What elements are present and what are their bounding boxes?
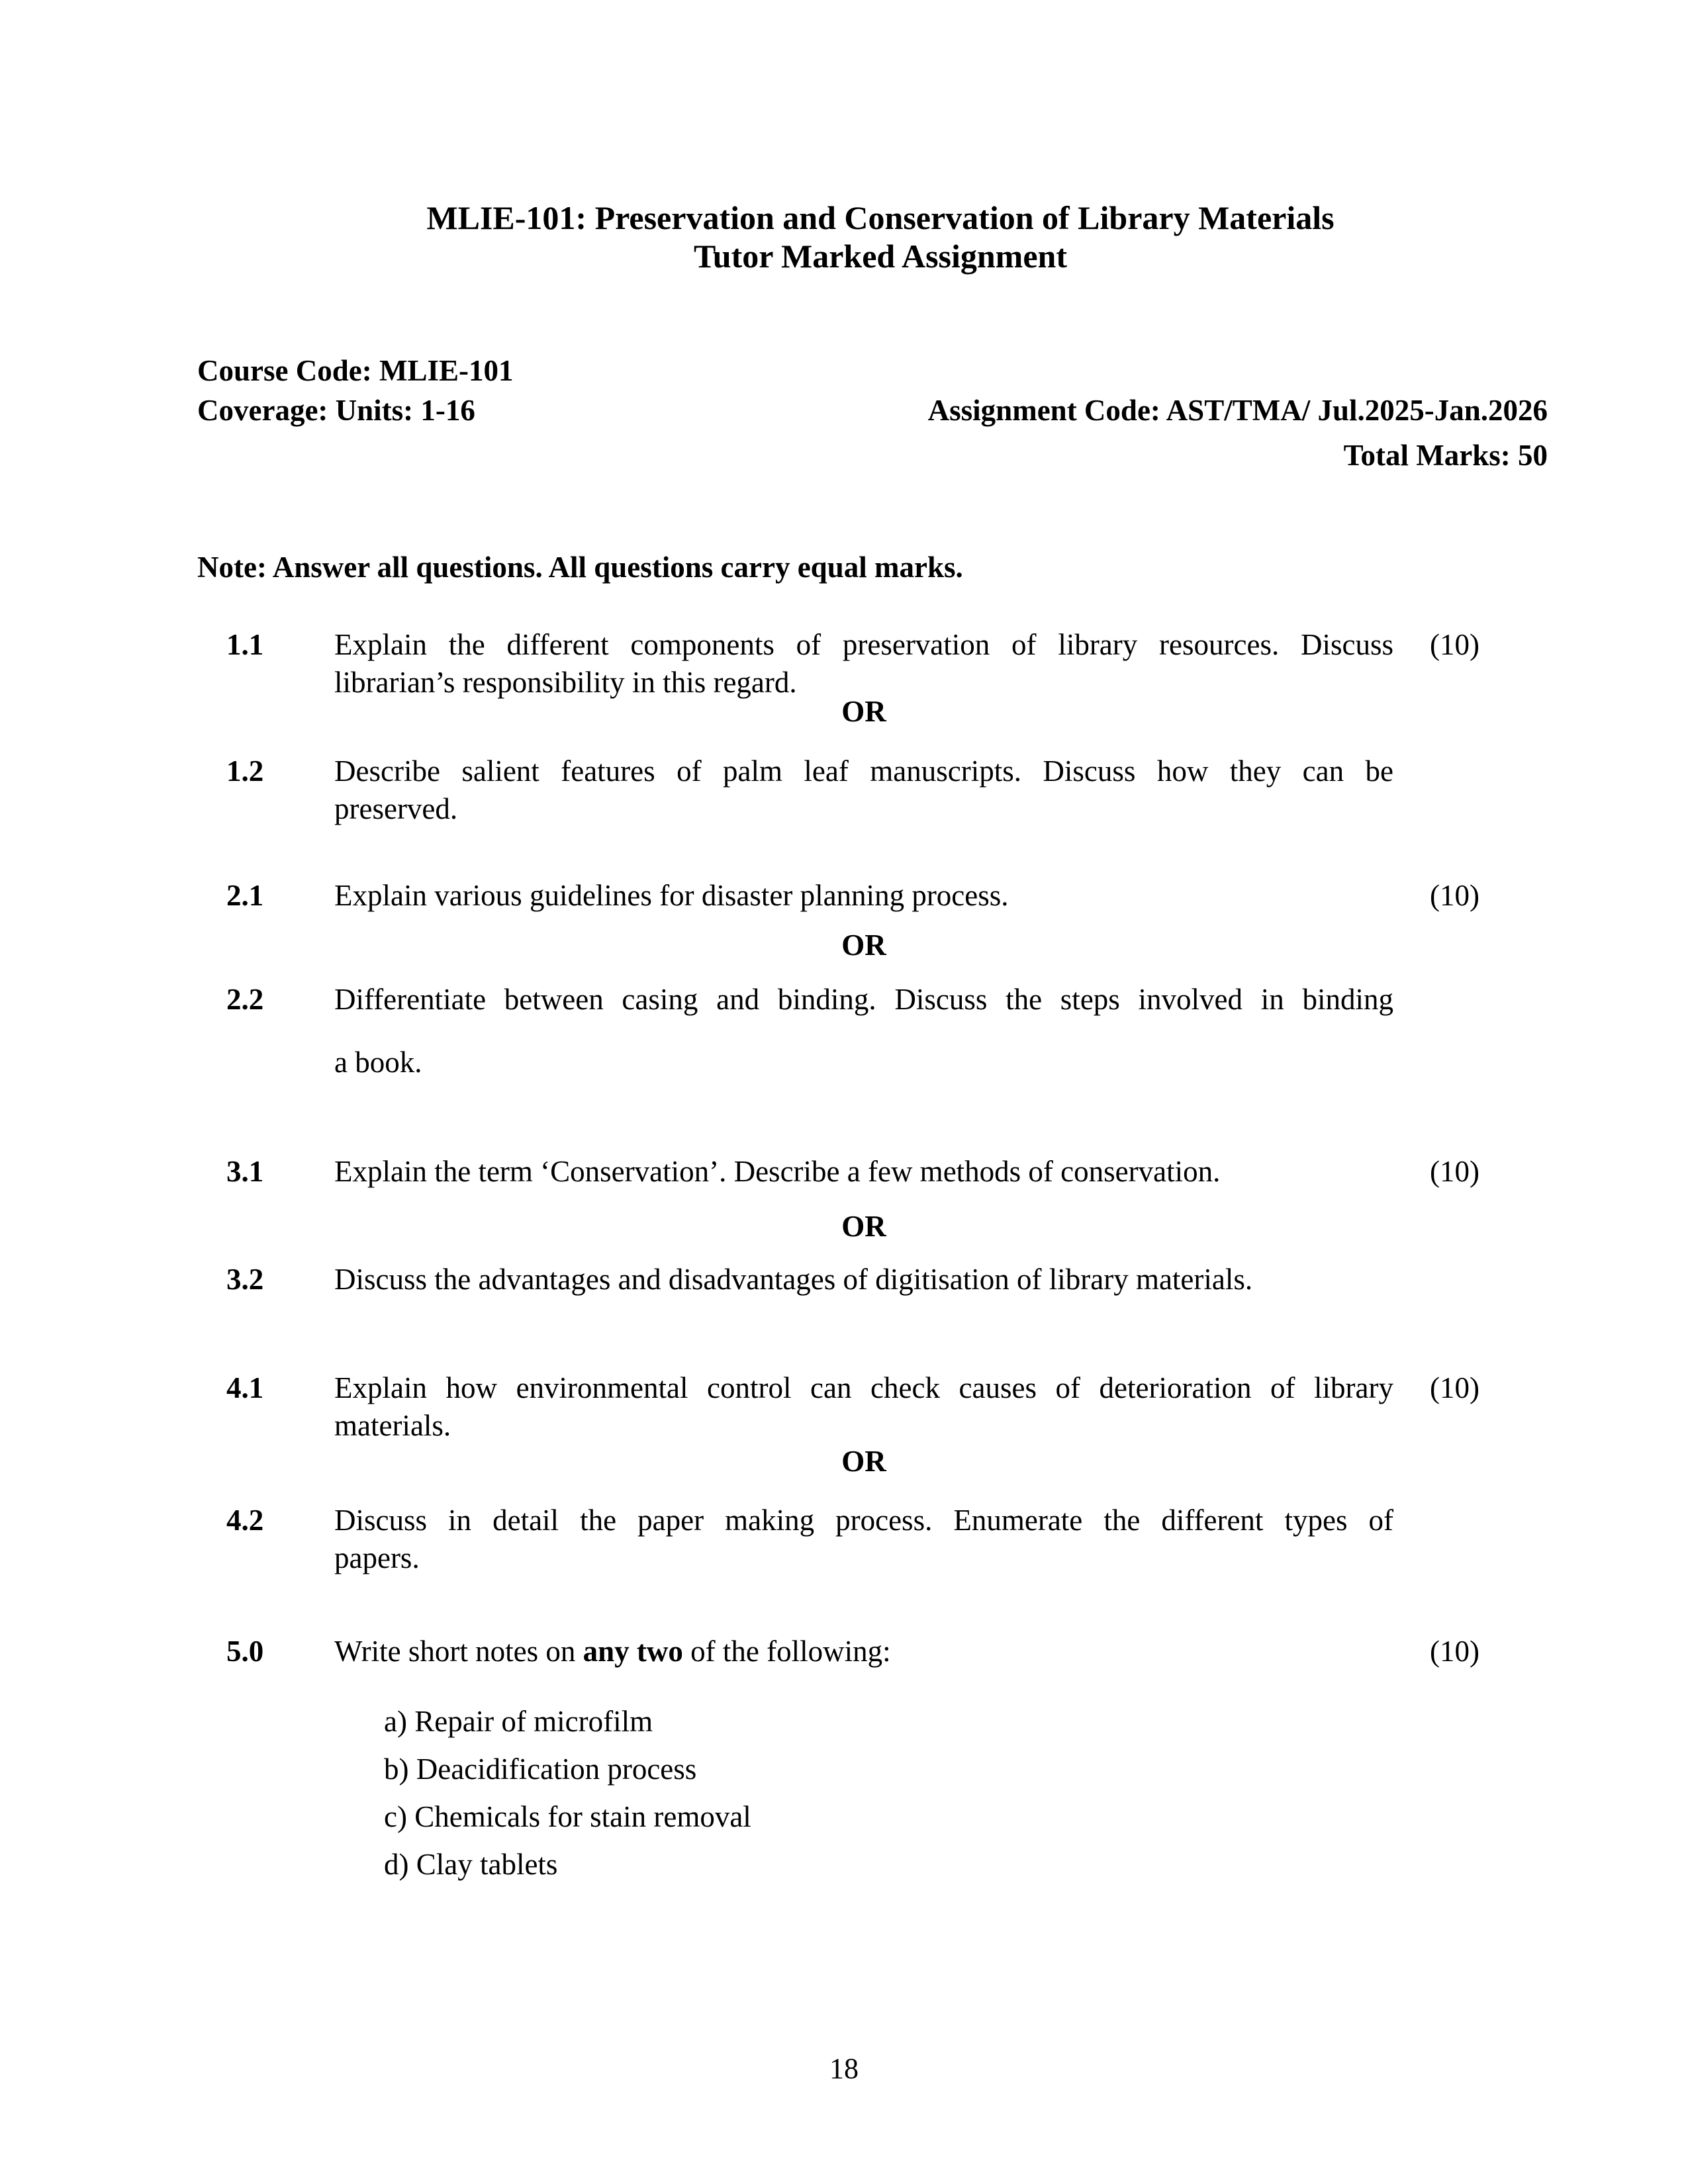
question-number: 5.0 (226, 1635, 264, 1668)
marks-label: (10) (1430, 1371, 1479, 1404)
question-text (334, 1261, 1393, 1298)
marks-label: (10) (1430, 1635, 1479, 1668)
question-number: 3.2 (226, 1263, 264, 1296)
option-item: a) Repair of microfilm (384, 1705, 653, 1738)
question-text (334, 1633, 1393, 1670)
question-number: 4.2 (226, 1504, 264, 1537)
marks-label: (10) (1430, 879, 1479, 912)
page-number: 18 (829, 2052, 859, 2085)
question-number: 3.1 (226, 1155, 264, 1188)
question-line: Explain various guidelines for disaster planning process. (334, 879, 1009, 912)
question-line-emphasis: any two (583, 1635, 683, 1668)
total-marks: Total Marks: 50 (1343, 439, 1548, 472)
question-text (334, 626, 1393, 702)
question-number: 1.1 (226, 628, 264, 661)
or-separator: OR (841, 1445, 886, 1478)
question-line: Differentiate between casing and binding. Discuss the steps involved in binding (334, 983, 1393, 1016)
or-separator: OR (841, 695, 886, 728)
question-line: materials. (334, 1409, 451, 1442)
short-note-options (384, 1698, 751, 1888)
question-line: Describe salient features of palm leaf manuscripts. Discuss how they can be (334, 754, 1393, 788)
question-line: preserved. (334, 792, 458, 825)
question-number: 2.1 (226, 879, 264, 912)
question-line: a book. (334, 1046, 422, 1079)
question-line: Explain how environmental control can check causes of deterioration of library (334, 1371, 1393, 1404)
option-item: b) Deacidification process (384, 1752, 697, 1786)
question-number: 4.1 (226, 1371, 264, 1404)
question-line: Explain the different components of preservation of library resources. Discuss (334, 628, 1393, 661)
question-line: papers. (334, 1541, 420, 1574)
question-line (334, 1633, 1393, 1670)
question-line: Discuss in detail the paper making process. Enumerate the different types of (334, 1504, 1393, 1537)
question-line: Discuss the advantages and disadvantages of digitisation of library materials. (334, 1263, 1253, 1296)
marks-label: (10) (1430, 628, 1479, 661)
question-line-post: of the following: (682, 1635, 891, 1668)
or-separator: OR (841, 1210, 886, 1243)
question-text (334, 1369, 1393, 1445)
note-instruction: Note: Answer all questions. All questions carry equal marks. (197, 551, 963, 584)
course-code: Course Code: MLIE-101 (197, 354, 514, 387)
title-line-1: MLIE-101: Preservation and Conservation of Library Materials (426, 199, 1335, 236)
or-separator: OR (841, 929, 886, 962)
question-line: Explain the term ‘Conservation’. Describe a few methods of conservation. (334, 1155, 1221, 1188)
assignment-code: Assignment Code: AST/TMA/ Jul.2025-Jan.2026 (927, 394, 1548, 427)
question-line: librarian’s responsibility in this regard. (334, 666, 797, 699)
question-text (334, 981, 1393, 1081)
title-line-2: Tutor Marked Assignment (694, 238, 1067, 275)
question-number: 2.2 (226, 983, 264, 1016)
question-text (334, 1502, 1393, 1577)
marks-label: (10) (1430, 1155, 1479, 1188)
question-text (334, 877, 1393, 915)
question-line-pre: Write short notes on (334, 1635, 583, 1668)
option-item: c) Chemicals for stain removal (384, 1800, 751, 1833)
question-number: 1.2 (226, 754, 264, 788)
document-title (218, 199, 1542, 275)
question-text (334, 1153, 1393, 1191)
coverage-units: Coverage: Units: 1-16 (197, 394, 475, 427)
question-text (334, 752, 1393, 828)
option-item: d) Clay tablets (384, 1848, 558, 1881)
